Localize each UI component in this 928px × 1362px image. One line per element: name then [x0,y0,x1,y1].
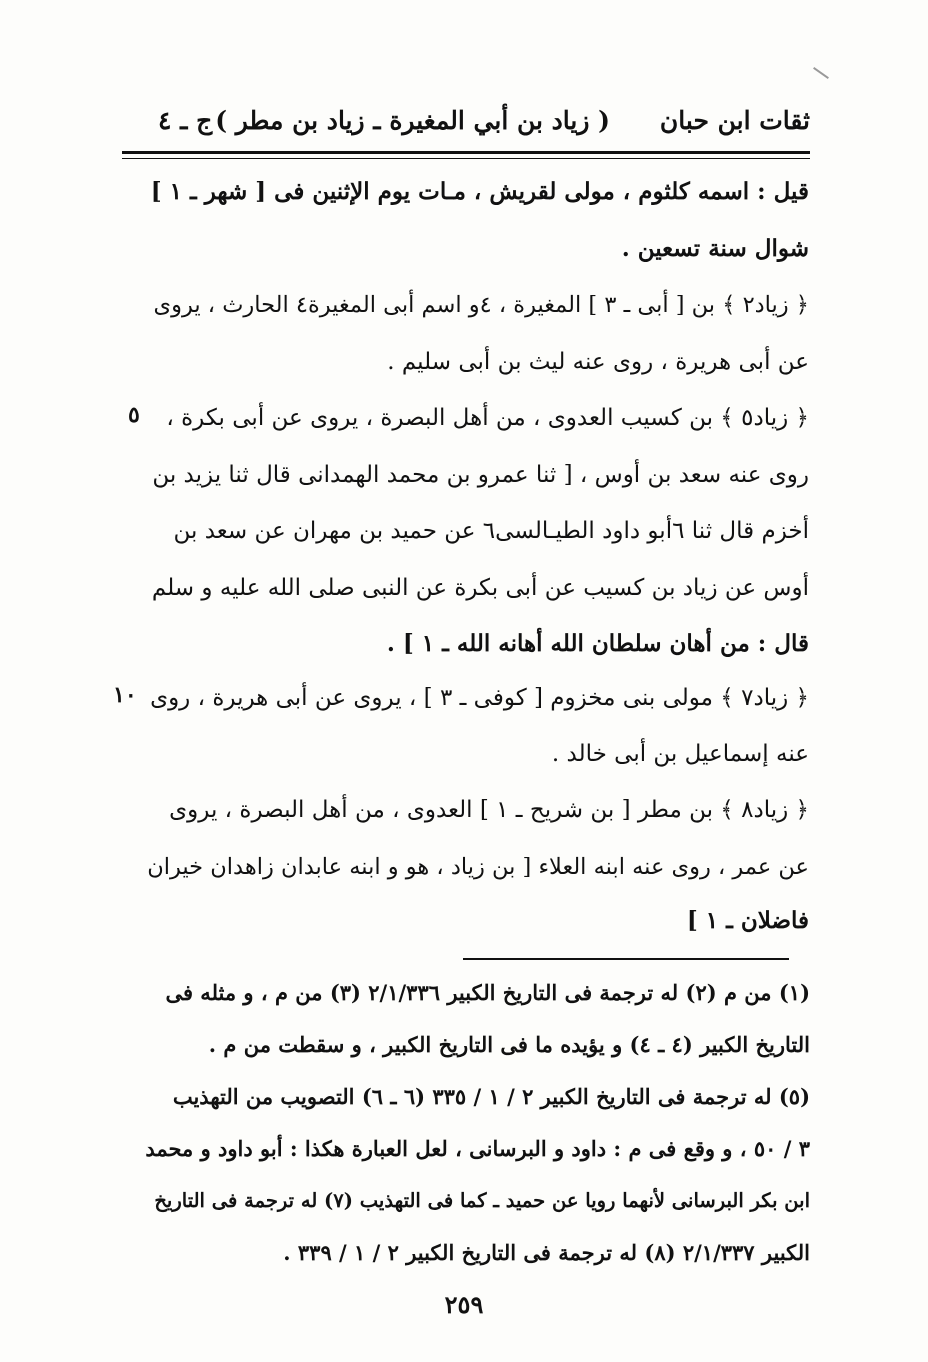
text-line: ﴿ زياد٢ ﴾ بن [ أبى ـ ٣ ] المغيرة ، ٤و اسم أبى المغيرة٤ الحارث ، يروى [153,292,809,318]
running-header [120,100,810,150]
header-book-title: ثقات ابن حبان [659,106,810,135]
header-section-title: ( زياد بن أبي المغيرة ـ زياد بن مطر ) [215,106,610,135]
line-number-margin: ١٠ [113,682,137,708]
scan-speck [813,67,829,79]
text-line: أوس عن زياد بن كسيب عن أبى بكرة عن النبى صلى الله عليه و سلم [151,575,809,601]
text-line: ﴿ زياد٧ ﴾ مولى بنى مخزوم [ كوفى ـ ٣ ] ، يروى عن أبى هريرة ، روى [150,685,809,711]
text-line: قيل : اسمه كلثوم ، مولى لقريش ، مـات يوم الإثنين فى [ شهر ـ ١ ] [150,178,809,205]
text-line: شوال سنة تسعين . [621,235,809,262]
footnote-line: ابن بكر البرسانى لأنهما رويا عن حميد ـ كما فى التهذيب (٧) له ترجمة فى التاريخ [154,1189,810,1212]
text-line: ﴿ زياد٥ ﴾ بن كسيب العدوى ، من أهل البصرة ، يروى عن أبى بكرة ، [166,405,809,431]
footnote-line: التاريخ الكبير (٤ ـ ٤) و يؤيده ما فى التاريخ الكبير ، و سقطت من م . [208,1032,810,1057]
page-number: ٢٥٩ [444,1290,484,1319]
footnote-line: (٥) له ترجمة فى التاريخ الكبير ٢ / ١ / ٣٣٥ (٦ ـ ٦) التصويب من التهذيب [172,1084,810,1109]
footnote-line: (١) من م (٢) له ترجمة فى التاريخ الكبير ٢/١/٣٣٦ (٣) من م ، و مثله فى [165,980,810,1005]
text-line: ﴿ زياد٨ ﴾ بن مطر [ بن شريح ـ ١ ] العدوى ، من أهل البصرة ، يروى [169,797,809,823]
line-number-margin: ٥ [128,402,140,428]
footnote-line: ٣ / ٥٠ ، و وقع فى م : داود و البرسانى ، لعل العبارة هكذا : أبو داود و محمد [145,1136,810,1161]
text-line: قال : من أهان سلطان الله أهانه الله ـ ١ ] . [386,630,809,657]
text-line: عن عمر ، روى عنه ابنه العلاء [ بن زياد ، هو و ابنه عابدان زاهدان خيران [147,854,809,880]
header-volume: ج ـ ٤ [158,106,213,135]
text-line: عن أبى هريرة ، روى عنه ليث بن أبى سليم . [387,349,809,375]
header-rule-thin [122,158,810,159]
text-line: عنه إسماعيل بن أبى خالد . [551,741,809,767]
text-line: روى عنه سعد بن أوس ، [ ثنا عمرو بن محمد الهمدانى قال ثنا يزيد بن [152,462,809,488]
text-line: فاضلان ـ ١ ] [686,907,809,934]
header-rule-thick [122,151,810,154]
footnote-line: الكبير ٢/١/٣٣٧ (٨) له ترجمة فى التاريخ الكبير ٢ / ١ / ٣٣٩ . [283,1240,810,1265]
text-line: أخزم قال ثنا ٦أبو داود الطيـالسى٦ عن حميد بن مهران عن سعد بن [173,518,809,544]
footnote-rule [463,958,789,960]
